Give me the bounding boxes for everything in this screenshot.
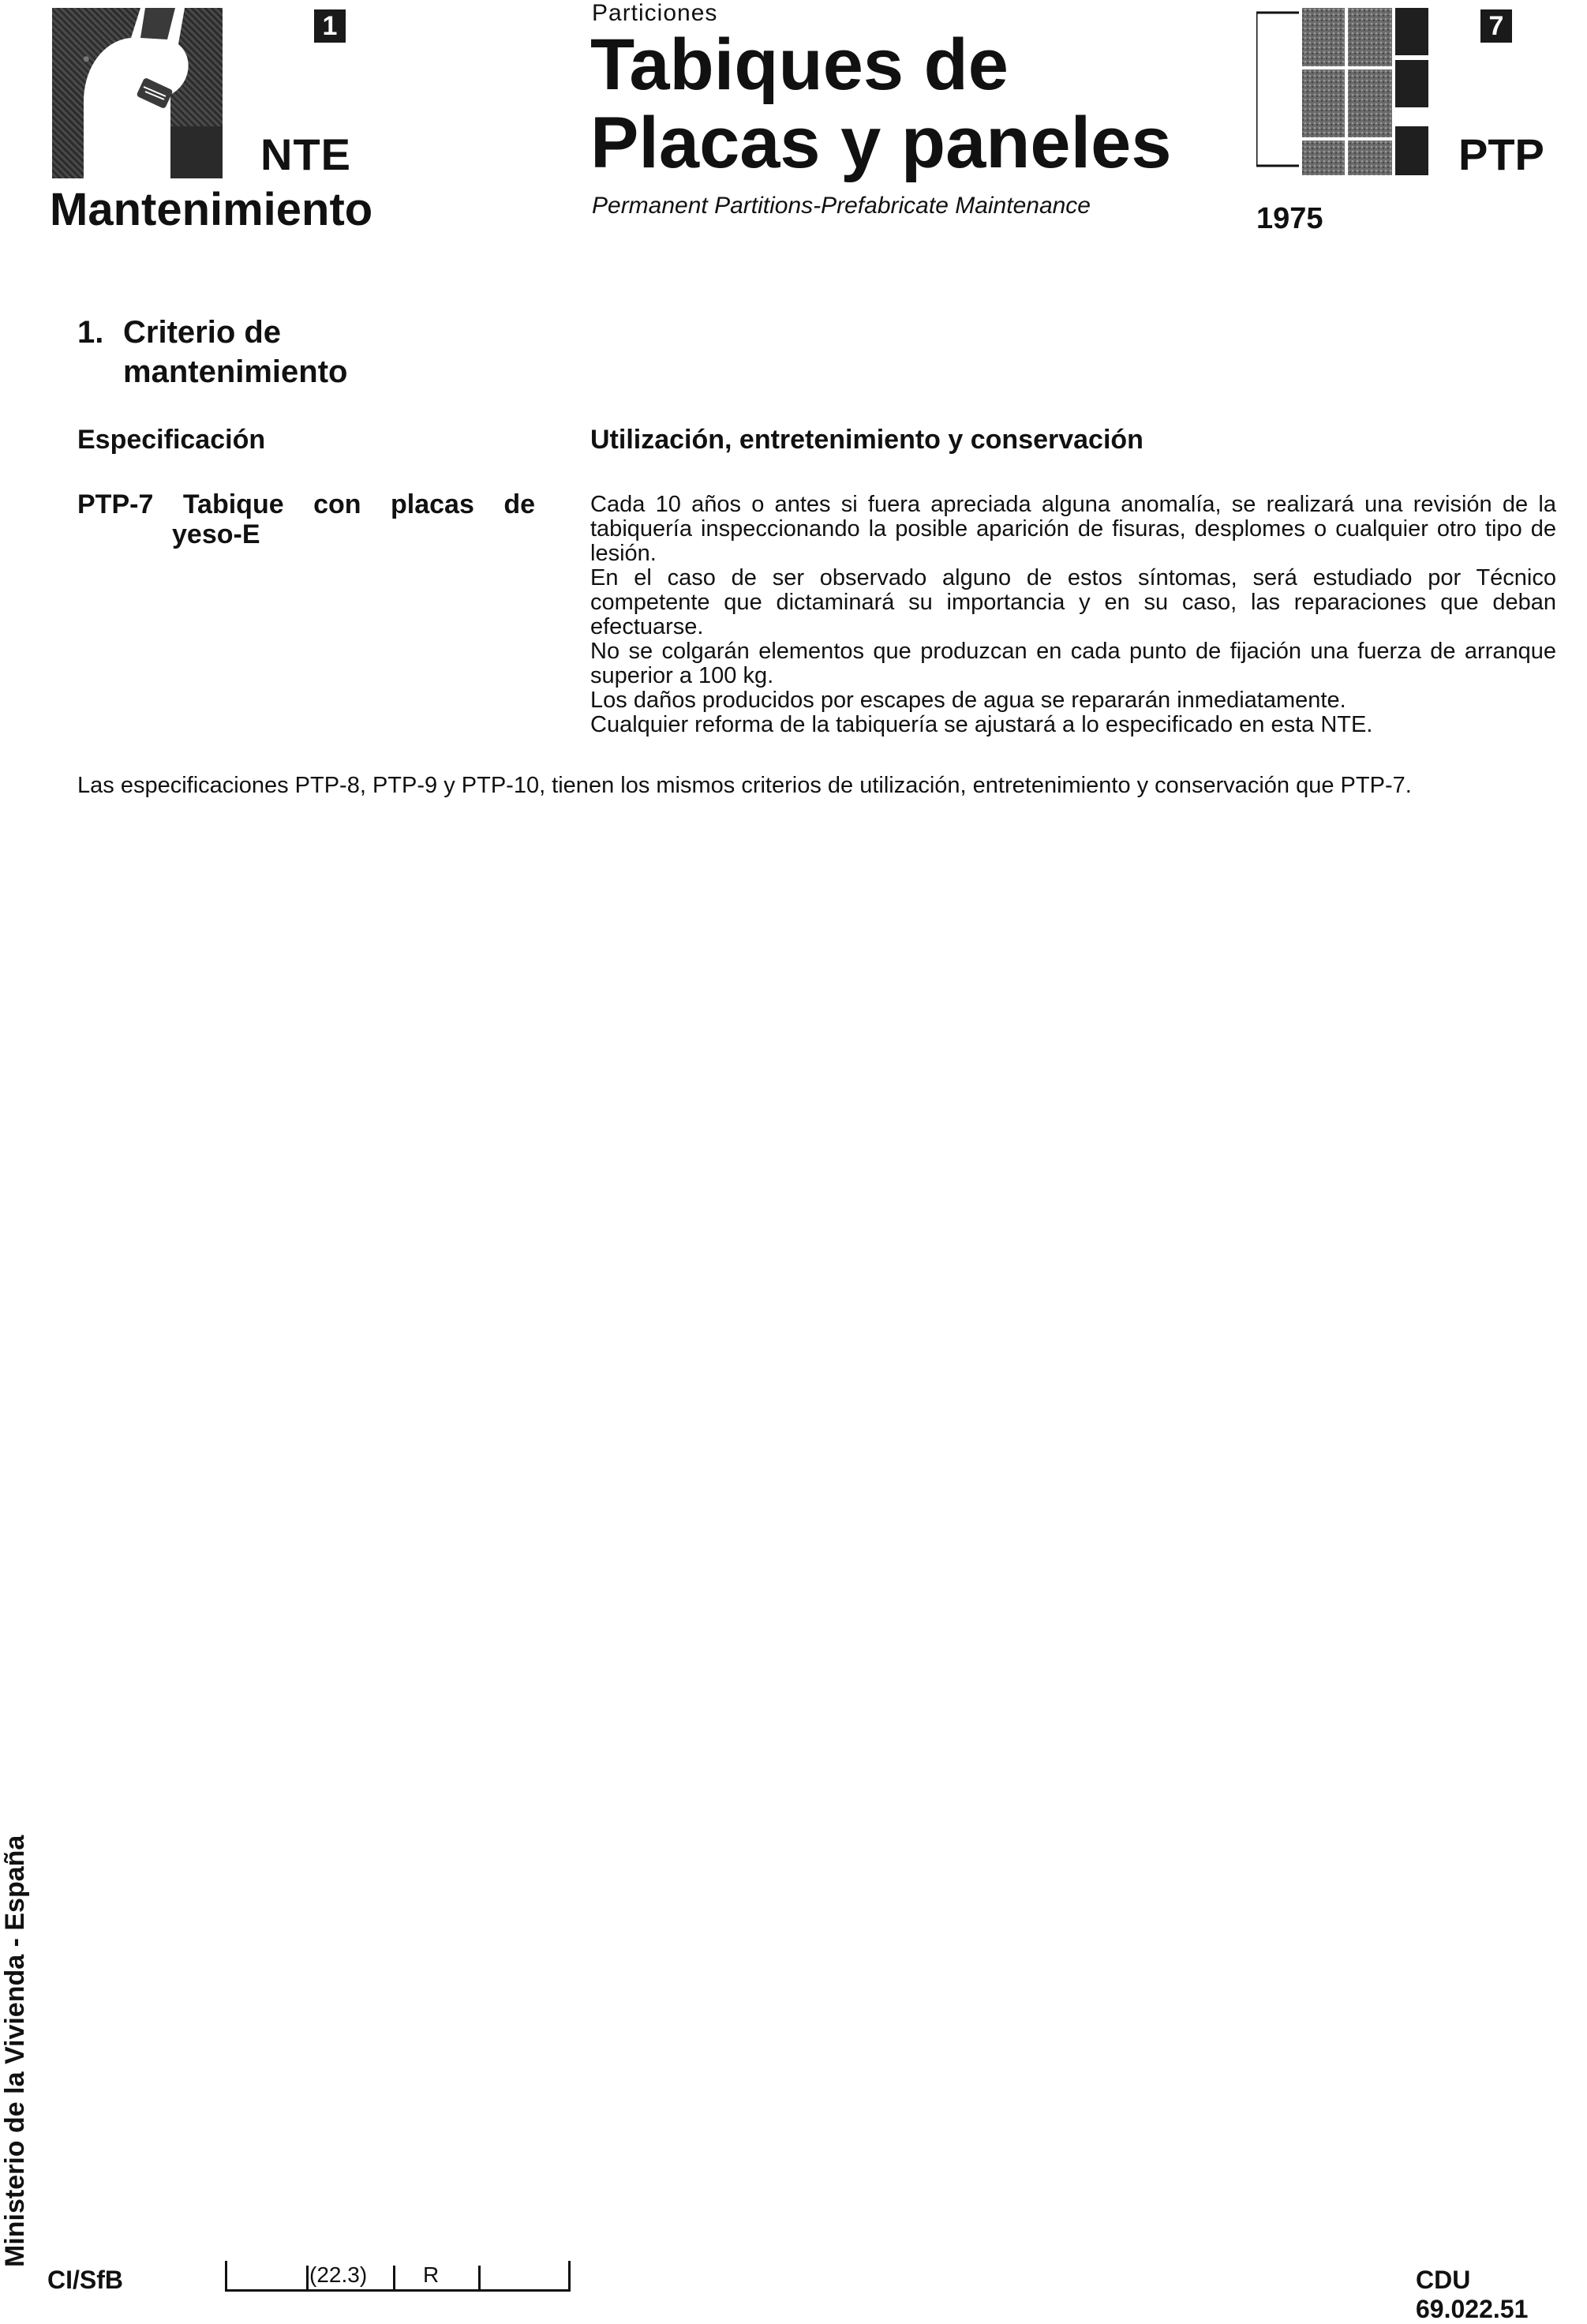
section-title-line1: Criterio de [123,315,282,350]
cdu-code: CDU 69.022.51 [1416,2266,1529,2323]
cisfb-classification-box [225,2261,571,2292]
cisfb-divider [478,2266,481,2289]
sheet-number-badge: 1 [314,9,346,43]
instruction-paragraph: Cada 10 años o antes si fuera apreciada alguna anomalía, se realizará una revisión de la tabiquería inspeccionando la posible aparición de fisuras, desplomes o cualquier otro tipo de lesión. [590,492,1556,566]
ptp-code-label: PTP [1458,129,1544,179]
sheet-number-badge: 7 [1480,9,1512,43]
category-label: Mantenimiento [50,184,373,235]
section-heading [77,313,347,392]
section-label: Particiones [592,0,718,26]
year-label: 1975 [1256,202,1323,235]
specification-item [77,489,535,549]
cisfb-label: CI/SfB [47,2266,123,2294]
instruction-paragraph: No se colgarán elementos que produzcan en cada punto de fijación una fuerza de arranque superior a 100 kg. [590,639,1556,688]
spec-item-code: PTP-7 [77,489,154,519]
page-title-line1: Tabiques de [590,24,1009,105]
ministry-label: Ministerio de la Vivienda - España [0,1835,30,2267]
cisfb-field: (22.3) [309,2262,368,2287]
cisfb-divider [393,2266,395,2289]
spec-item-word: con [313,489,361,519]
spec-item-word: de [503,489,535,519]
partition-panels-icon [1256,8,1428,175]
spec-item-word: Tabique [182,489,284,519]
spec-item-word: placas [391,489,474,519]
specification-column-heading: Especificación [77,425,266,455]
instruction-paragraph: Cualquier reforma de la tabiquería se ajustará a lo especificado en esta NTE. [590,712,1373,737]
cisfb-field: R [423,2262,440,2287]
usage-column-heading: Utilización, entretenimiento y conservación [590,425,1143,455]
cisfb-divider [306,2266,309,2289]
spec-item-line2: yeso-E [172,519,260,549]
instruction-paragraph: En el caso de ser observado alguno de estos síntomas, será estudiado por Técnico competente que dictaminará su importancia y en su caso, las reparaciones que deban efectuarse. [590,565,1556,639]
instruction-paragraph: Los daños producidos por escapes de agua se repararán inmediatamente. [590,688,1346,713]
english-subtitle: Permanent Partitions-Prefabricate Maintenance [592,193,1091,219]
footnote: Las especificaciones PTP-8, PTP-9 y PTP-10, tienen los mismos criterios de utilización, entretenimiento y conservación que PTP-7. [77,773,1412,798]
wrench-logo-icon [52,8,223,178]
maintenance-instructions [590,493,1556,737]
section-number: 1. [77,315,104,350]
section-title-line2: mantenimiento [123,354,348,389]
nte-label: NTE [260,129,351,179]
page-title-line2: Placas y paneles [590,103,1172,183]
